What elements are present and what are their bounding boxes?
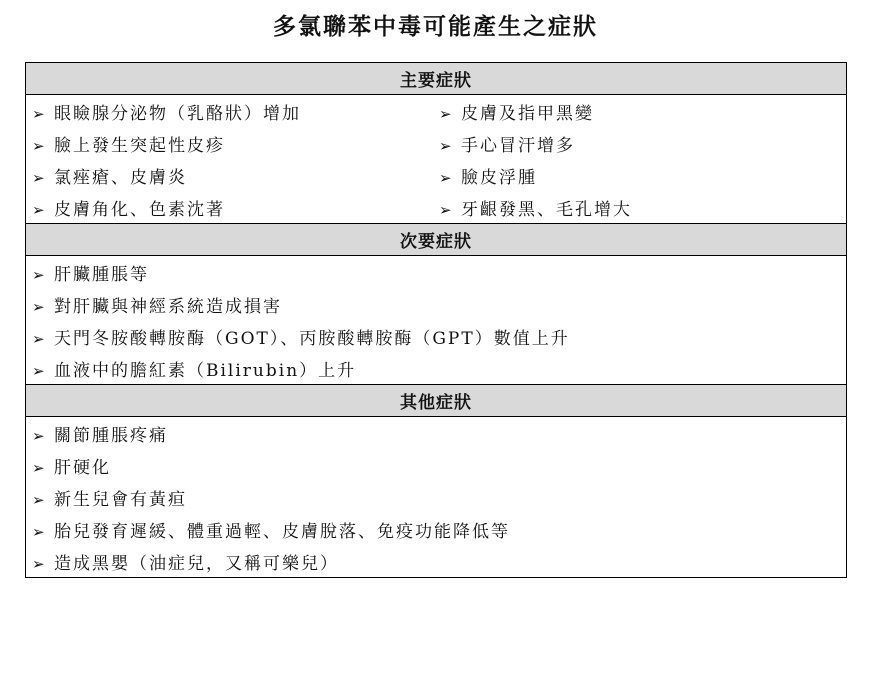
- list-item: ➢ 皮膚及指甲黑變: [439, 103, 594, 124]
- document-title: 多氯聯苯中毒可能產生之症狀: [273, 13, 598, 40]
- arrow-bullet-icon: ➢: [32, 458, 45, 477]
- list-item: ➢ 天門冬胺酸轉胺酶（GOT）、丙胺酸轉胺酶（GPT）數值上升: [26, 320, 847, 352]
- list-item: ➢ 血液中的膽紅素（Bilirubin）上升: [26, 352, 847, 385]
- arrow-bullet-icon: ➢: [32, 490, 45, 509]
- list-item: ➢ 胎兒發育遲緩、體重過輕、皮膚脫落、免疫功能降低等: [26, 513, 847, 545]
- table-row: [26, 191, 847, 224]
- list-item: ➢ 皮膚角化、色素沈著: [32, 199, 225, 220]
- list-item: ➢ 眼瞼腺分泌物（乳酪狀）增加: [32, 103, 301, 124]
- list-item: ➢ 氯痤瘡、皮膚炎: [32, 167, 187, 188]
- section-header-other: 其他症狀: [26, 385, 847, 417]
- list-item: ➢ 臉上發生突起性皮疹: [32, 135, 225, 156]
- arrow-bullet-icon: ➢: [32, 136, 45, 155]
- arrow-bullet-icon: ➢: [32, 361, 45, 380]
- section-header-secondary: 次要症狀: [26, 224, 847, 256]
- arrow-bullet-icon: ➢: [32, 168, 45, 187]
- list-item: ➢ 肝臟腫脹等: [26, 256, 847, 289]
- list-item: ➢ 牙齦發黑、毛孔增大: [439, 199, 632, 220]
- section-header-main: 主要症狀: [26, 63, 847, 95]
- table-row: [26, 127, 847, 159]
- arrow-bullet-icon: ➢: [439, 136, 452, 155]
- table-row: [26, 159, 847, 191]
- symptoms-table: [25, 62, 847, 578]
- arrow-bullet-icon: ➢: [32, 522, 45, 541]
- arrow-bullet-icon: ➢: [32, 297, 45, 316]
- arrow-bullet-icon: ➢: [439, 168, 452, 187]
- arrow-bullet-icon: ➢: [32, 200, 45, 219]
- list-item: ➢ 新生兒會有黃疸: [26, 481, 847, 513]
- arrow-bullet-icon: ➢: [32, 426, 45, 445]
- list-item: ➢ 肝硬化: [26, 449, 847, 481]
- arrow-bullet-icon: ➢: [439, 200, 452, 219]
- list-item: ➢ 關節腫脹疼痛: [26, 417, 847, 450]
- list-item: ➢ 手心冒汗增多: [439, 135, 575, 156]
- arrow-bullet-icon: ➢: [32, 329, 45, 348]
- list-item: ➢ 對肝臟與神經系統造成損害: [26, 288, 847, 320]
- arrow-bullet-icon: ➢: [439, 104, 452, 123]
- list-item: ➢ 造成黑嬰（油症兒，又稱可樂兒）: [26, 545, 847, 578]
- table-row: [26, 95, 847, 128]
- arrow-bullet-icon: ➢: [32, 554, 45, 573]
- arrow-bullet-icon: ➢: [32, 104, 45, 123]
- list-item: ➢ 臉皮浮腫: [439, 167, 537, 188]
- arrow-bullet-icon: ➢: [32, 265, 45, 284]
